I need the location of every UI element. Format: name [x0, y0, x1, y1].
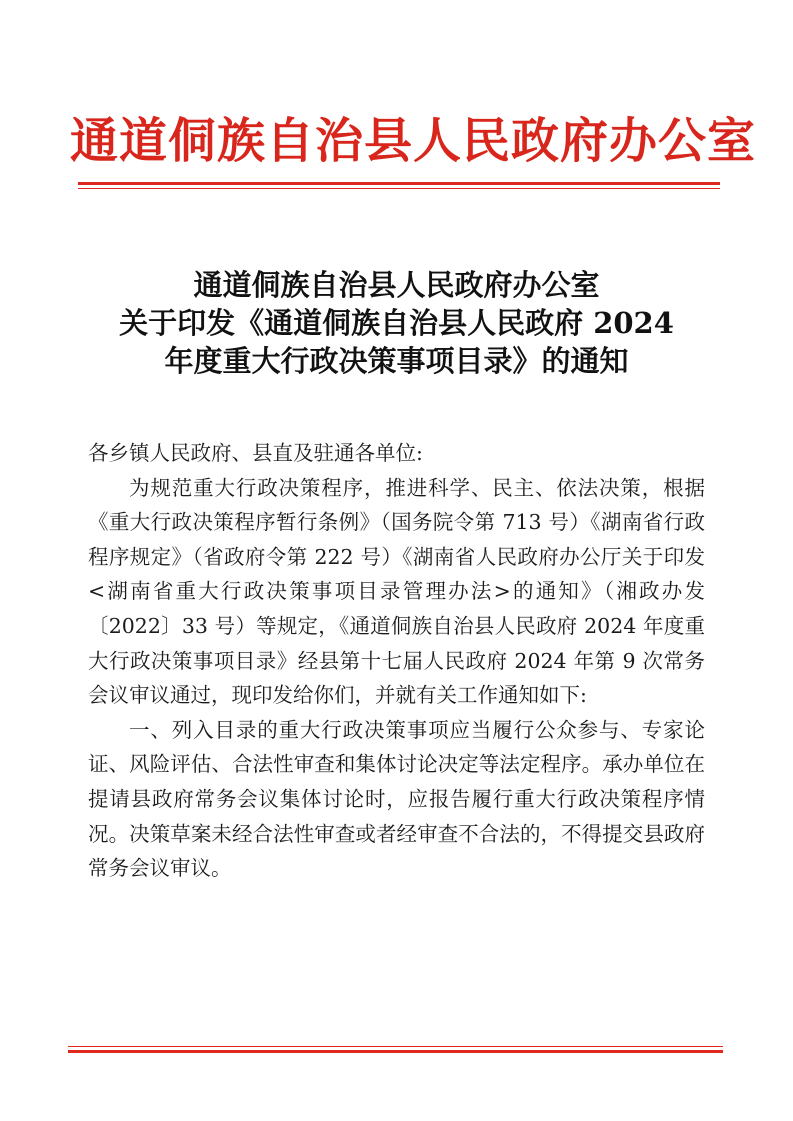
header-divider-thick: [78, 182, 720, 185]
document-body: [88, 436, 705, 886]
salutation: 各乡镇人民政府、县直及驻通各单位:: [88, 441, 423, 465]
issuing-office-header: 通道侗族自治县人民政府办公室: [70, 113, 757, 169]
document-title-line-2: 关于印发《通道侗族自治县人民政府 2024: [119, 306, 674, 340]
header-divider-thin: [78, 188, 720, 189]
footer-divider-thick: [68, 1050, 723, 1053]
footer-divider-thin: [68, 1046, 723, 1047]
body-paragraph-2: 一、列入目录的重大行政决策事项应当履行公众参与、专家论证、风险评估、合法性审查和集体讨论决定等法定程序。承办单位在提请县政府常务会议集体讨论时，应报告履行重大行政决策程序情况。决策草案未经合法性审查或者经审查不合法的，不得提交县政府常务会议审议。: [88, 717, 705, 881]
document-title-line-3: 年度重大行政决策事项目录》的通知: [164, 344, 629, 378]
document-title: [80, 266, 713, 380]
document-title-line-1: 通道侗族自治县人民政府办公室: [193, 268, 600, 302]
body-paragraph-1: 为规范重大行政决策程序，推进科学、民主、依法决策，根据《重大行政决策程序暂行条例》（国务院令第 713 号）《湖南省行政程序规定》（省政府令第 222 号）《湖南省人民政府办公厅关于印发<湖南省重大行政决策事项目录管理办法>的通知》（湘政办发〔2022〕33 号）等规定，《通道侗族自治县人民政府 2024 年度重大行政决策事项目录》经县第十七届人民政府 2024 年第 9 次常务会议审议通过，现印发给你们，并就有关工作通知如下:: [88, 475, 705, 708]
